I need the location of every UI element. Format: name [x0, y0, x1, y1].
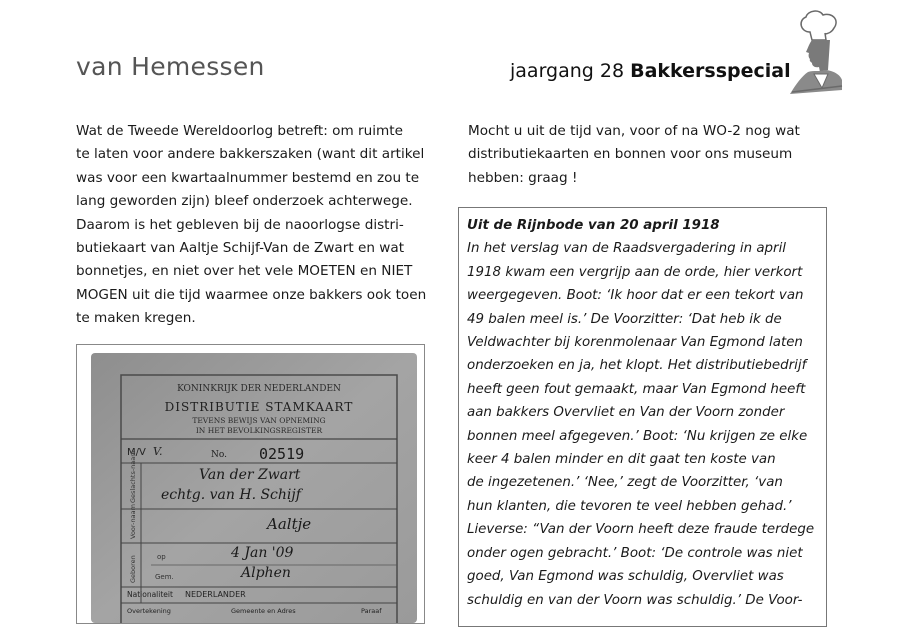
quote-box-text	[467, 214, 814, 612]
text-line: weergegeven. Boot: ‘Ik hoor dat er een tekort van	[467, 288, 804, 304]
card-nationality: NEDERLANDER	[185, 590, 246, 599]
card-nationality-label: Nationaliteit	[127, 590, 173, 599]
card-gem-label: Gem.	[155, 573, 174, 581]
text-line: In het verslag van de Raadsvergadering in april	[467, 241, 787, 257]
card-title: DISTRIBUTIE STAMKAART	[164, 400, 354, 414]
card-subtitle-2: IN HET BEVOLKINGSREGISTER	[195, 426, 323, 435]
card-birth-date: 4 Jan '09	[231, 545, 294, 561]
card-sex-label: M/V	[127, 447, 146, 458]
text-line: onderzoeken en ja, het klopt. Het distributiebedrijf	[467, 358, 807, 374]
card-born-label: Geboren	[129, 555, 137, 583]
quote-box-title: Uit de Rijnbode van 20 april 1918	[467, 218, 720, 233]
card-country: KONINKRIJK DER NEDERLANDEN	[177, 384, 341, 394]
text-line: bonnetjes, en niet over het vele MOETEN en NIET	[76, 263, 413, 280]
text-line: keer 4 balen minder en dit gaat ten koste van	[467, 452, 776, 468]
card-sex-value: V.	[153, 445, 163, 458]
card-surname-line2: echtg. van H. Schijf	[161, 487, 301, 503]
issue-volume: jaargang 28	[510, 60, 631, 82]
distribution-card-photo	[91, 353, 417, 623]
text-line: hun klanten, die tevoren te veel hebben gehad.’	[467, 498, 792, 514]
text-line: 49 balen meel is.’ De Voorzitter: ‘Dat heb ik de	[467, 311, 782, 327]
card-surname-line1: Van der Zwart	[199, 467, 301, 483]
intro-paragraph	[76, 120, 426, 331]
text-line: Mocht u uit de tijd van, voor of na WO-2 nog wat	[468, 123, 800, 139]
card-subtitle-1: TEVENS BEWIJS VAN OPNEMING	[192, 416, 326, 425]
text-line: goed, Van Egmond was schuldig, Overvliet was	[467, 569, 784, 585]
text-line: te maken kregen.	[76, 310, 196, 327]
text-line: MOGEN uit die tijd waarmee onze bakkers ook toen	[76, 286, 427, 303]
text-line: butiekaart van Aaltje Schijf-Van de Zwart en wat	[76, 240, 405, 257]
text-line: lang geworden zijn) bleef onderzoek achterwege.	[76, 193, 413, 210]
card-no-label: No.	[211, 450, 227, 460]
text-line: de ingezetenen.’ ‘Nee,’ zegt de Voorzitter, ‘van	[467, 475, 783, 491]
text-line: bonnen meel afgegeven.’ Boot: ‘Nu krijgen ze elke	[467, 428, 808, 444]
issue-special-name: Bakkersspecial	[630, 60, 791, 82]
card-bottom-left: Overtekening	[127, 607, 171, 615]
text-line: 1918 kwam een vergrijp aan de orde, hier verkort	[467, 264, 803, 280]
appeal-paragraph	[468, 120, 800, 190]
text-line: Lieverse: “Van der Voorn heeft deze fraude terdege	[467, 522, 815, 538]
card-birth-place: Alphen	[241, 565, 291, 581]
card-bottom-right: Paraaf	[361, 607, 382, 615]
text-line: heeft geen fout gemaakt, maar Van Egmond heeft	[467, 381, 806, 397]
card-bottom-mid: Gemeente en Adres	[231, 607, 296, 615]
text-line: Veldwachter bij korenmolenaar Van Egmond laten	[467, 335, 803, 351]
text-line: aan bakkers Overvliet en Van der Voorn zonder	[467, 405, 785, 421]
card-on-label: op	[157, 553, 166, 561]
text-line: was voor een kwartaalnummer bestemd en zou te	[76, 169, 420, 186]
card-firstname-label: Voor-naam	[129, 504, 137, 539]
issue-label	[510, 60, 791, 82]
text-line: schuldig en van der Voorn was schuldig.’ De Voor-	[467, 592, 803, 608]
text-line: onder ogen gebracht.’ Boot: ‘De controle was niet	[467, 545, 803, 561]
card-surname-label: Geslachts-naam	[129, 450, 137, 503]
text-line: Daarom is het gebleven bij de naoorlogse distri-	[76, 216, 404, 233]
card-number: 02519	[259, 445, 305, 463]
text-line: distributiekaarten en bonnen voor ons museum	[468, 146, 793, 163]
card-firstname: Aaltje	[267, 515, 312, 533]
magazine-section-title: van Hemessen	[76, 52, 265, 81]
chef-silhouette-icon	[788, 10, 844, 96]
text-line: hebben: graag !	[468, 169, 578, 186]
text-line: te laten voor andere bakkerszaken (want dit artikel	[76, 146, 425, 163]
text-line: Wat de Tweede Wereldoorlog betreft: om ruimte	[76, 123, 403, 139]
